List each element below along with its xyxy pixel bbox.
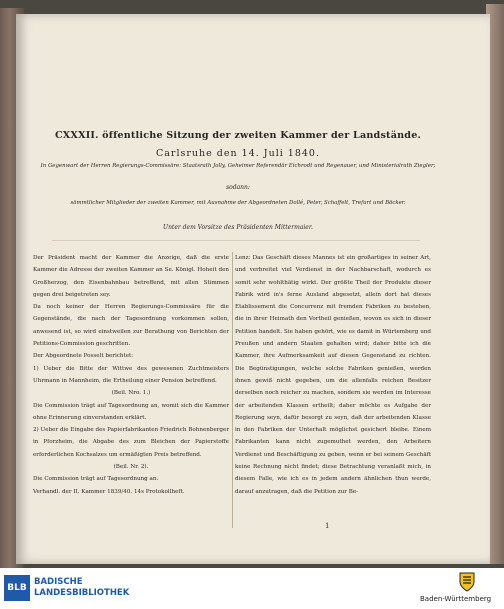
paragraph: 1) Ueber die Bitte der Wittwe des gewesenen Zuchtmeisters Uhrmann in Mannheim, die Ertheilung einer Pension betreffend.	[33, 365, 229, 384]
session-date: Carlsruhe den 14. Juli 1840.	[156, 148, 320, 159]
session-title: CXXXII. öffentliche Sitzung der zweiten Kammer der Landstände.	[54, 130, 422, 141]
paragraph: Lenz: Das Geschäft dieses Mannes ist ein großartiges in seiner Art, und verbreitet viel Verdienst in der Nachbarschaft, wodurch es somit sehr wohlthätig wirkt. Der größte Theil der Produkte dieser Fabrik wird in's ferne Ausland abgesetzt, allein dort hat dieses Etablissement die Concurrenz mit fremden Fabriken zu bestehen, die in ihrer Heimath den Vortheil genießen, wovon es sich in dieser Petition handelt. Sie haben gehört, wie es damit in Würtemberg und Preußen und andern Staaten gehalten wird; daher bitte ich die Kammer, ihre Aufmerksamkeit auf diesen Gegenstand zu richten. Die Begünstigungen, welche solche Fabriken genießen, werden ihnen gewiß nicht gegeben, um die allenfalls reichen Besitzer derselben noch reicher zu machen, sondern sie werden im Interesse der arbeitenden Klassen ertheilt; daher möchte es Aufgabe der Regierung seyn, dafür besorgt zu seyn, daß der arbeitenden Klasse in den Fabriken der Unterhalt möglichst gesichert bleibe. Einem Fabrikanten kann nicht zugemuthet werden, den Arbeitern Verdienst und Beschäftigung zu geben, wenn er bei seinem Geschäft keine Rechnung nicht findet; diese Betrachtung veranlaßt mich, in diesem Falle, wie ich es in jedem andern ähnlichen thun werde, darauf anzutragen, daß die Petition zur Be-	[235, 255, 431, 495]
library-name[interactable]	[34, 577, 129, 599]
heading-rule	[52, 240, 420, 241]
state-label: Baden-Württemberg	[420, 595, 492, 603]
attachment-ref: (Beil. Nr. 2).	[113, 464, 149, 471]
presence-line: In Gegenwart der Herren Regierungs-Commissäre: Staatsrath Jolly, Geheimer Referendär Eichrodt und Regenauer, und Ministerialrath Ziegler;	[40, 163, 436, 169]
paragraph: Die Commission trägt auf Tagesordnung an.	[33, 476, 159, 483]
paragraph: Der Präsident macht der Kammer die Anzeige, daß die erste Kammer die Adresse der zweiten Kammer an Se. Königl. Hoheit den Großherzog, den Eisenbahnbau betreffend, mit allen Stimmen gegen drei beigetreten sey.	[33, 255, 229, 298]
left-column	[33, 252, 229, 498]
library-name-line-2: LANDESBIBLIOTHEK	[34, 588, 130, 598]
viewer-footer	[0, 568, 504, 609]
members-line: sämmtlicher Mitglieder der zweiten Kammer, mit Ausnahme der Abgeordneten Dollé, Peter, Schaffelt, Trefurt und Böcker.	[70, 200, 406, 206]
paragraph: Die Commission trägt auf Tagesordnung an, womit sich die Kammer ohne Erinnerung einverstanden erklärt.	[33, 402, 229, 421]
sodann-line: sodann:	[226, 184, 250, 191]
column-divider	[232, 252, 233, 528]
paragraph: Der Abgeordnete Posselt berichtet:	[33, 353, 134, 360]
attachment-ref: (Beil. Nro. 1.)	[111, 390, 151, 397]
library-logo[interactable]: BLB	[4, 575, 30, 601]
state-crest-icon	[456, 571, 478, 593]
footer-signature: Verhandl. der II. Kammer 1839/40. 14s Protokollheft.	[33, 488, 185, 495]
library-name-line-1: BADISCHE	[34, 577, 83, 587]
paragraph: Da noch keiner der Herren Regierungs-Commissäre für die Gegenstände, die nach der Tagesordnung vorkommen sollen, anwesend ist, so wird einstweilen zur Berathung von Berichten der Petitions-Commission geschritten.	[33, 304, 229, 348]
right-column	[235, 252, 431, 498]
page-number: 1	[325, 522, 330, 530]
chair-line: Unter dem Vorsitze des Präsidenten Mittermaier.	[163, 224, 313, 231]
paragraph: 2) Ueber die Eingabe des Papierfabrikanten Friedrich Bohnenberger in Pforzheim, die Abgabe des zum Bleichen der Papierstoffe erforderlichen Kochsalzes um ermäßigten Preis betreffend.	[33, 427, 229, 458]
